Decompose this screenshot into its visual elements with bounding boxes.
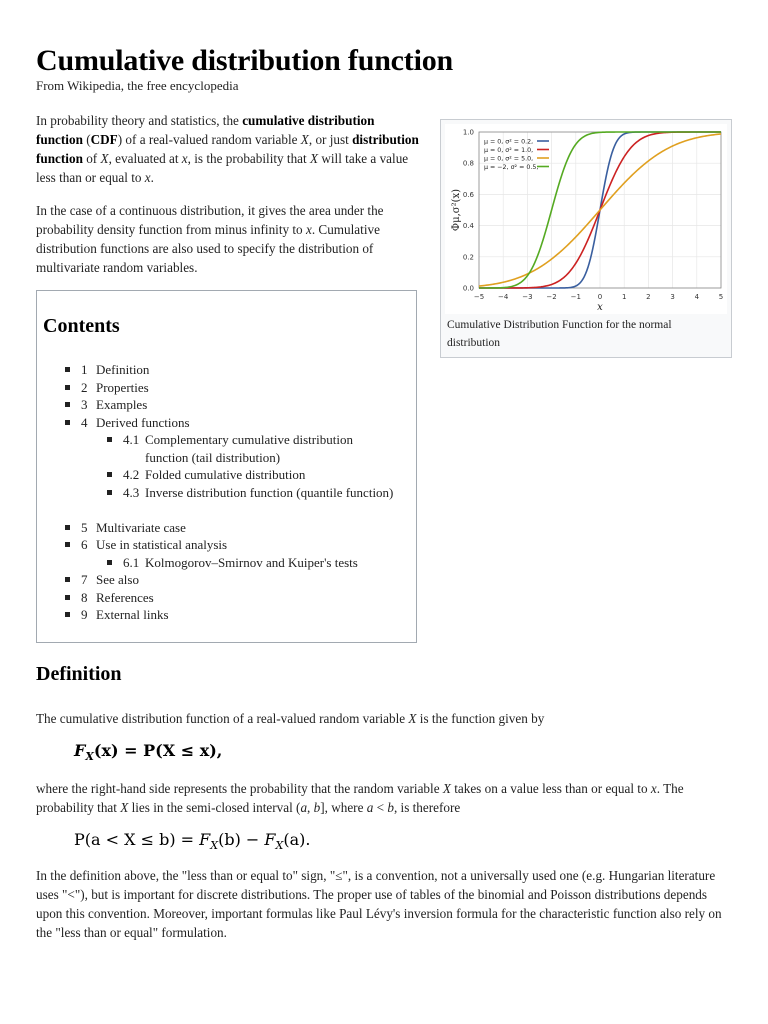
toc-item-3[interactable] xyxy=(37,396,418,414)
toc-list xyxy=(37,361,418,624)
toc-item-label[interactable]: Properties xyxy=(96,379,149,395)
toc-item-5[interactable] xyxy=(37,519,418,537)
x-tick-label: −4 xyxy=(498,293,509,301)
toc-item-9[interactable] xyxy=(37,606,418,624)
toc-item-4-3[interactable] xyxy=(37,484,418,519)
bullet-icon xyxy=(65,367,70,372)
cdf-figure xyxy=(440,119,732,358)
y-axis-label: Φμ,σ²(x) xyxy=(451,188,462,232)
toc-item-label[interactable]: Complementary cumulative distribution function (tail distribution) xyxy=(145,432,353,465)
bullet-icon xyxy=(65,612,70,617)
toc-item-number: 3 xyxy=(81,397,88,412)
page-subtitle: From Wikipedia, the free encyclopedia xyxy=(36,78,239,93)
toc-item-number: 6.1 xyxy=(123,554,140,570)
toc-item-label[interactable]: Kolmogorov–Smirnov and Kuiper's tests xyxy=(145,554,358,570)
toc-item-number: 1 xyxy=(81,362,88,377)
toc-item-1[interactable] xyxy=(37,361,418,379)
table-of-contents xyxy=(36,290,417,643)
formula-cdf-definition: $F_X(x) = P(X \le x)$, xyxy=(74,741,223,764)
x-tick-label: −1 xyxy=(570,293,581,301)
toc-item-4-2[interactable] xyxy=(37,466,418,484)
toc-item-6[interactable] xyxy=(37,536,418,554)
x-tick-label: 4 xyxy=(694,293,700,301)
bullet-icon xyxy=(65,542,70,547)
toc-item-number: 4.2 xyxy=(123,467,140,482)
toc-item-number: 6 xyxy=(81,537,88,552)
definition-paragraph-3: In the definition above, the "less than or equal to" sign, "≤", is a convention, not a universally used one (e.g. Hungarian literature uses "<"), but is important for discrete distributions. The proper use of tables of the binomial and Poisson distributions depends upon this convention. Moreover, important formulas like Paul Lévy's inversion formula for the characteristic function also rely on the "less than or equal" formulation. xyxy=(36,868,722,940)
toc-item-label[interactable]: Derived functions xyxy=(96,414,190,430)
y-tick-label: 0.2 xyxy=(462,253,474,262)
x-tick-label: 1 xyxy=(621,293,627,301)
toc-item-6-1[interactable] xyxy=(37,554,418,572)
bullet-icon xyxy=(107,560,112,565)
toc-item-label[interactable]: Use in statistical analysis xyxy=(96,537,228,552)
toc-item-number: 5 xyxy=(81,519,88,535)
y-tick-label: 0.6 xyxy=(462,190,474,199)
bullet-icon xyxy=(65,595,70,600)
y-tick-label: 0.0 xyxy=(462,284,474,293)
y-tick-label: 1.0 xyxy=(462,128,474,137)
definition-paragraph-2: where the right-hand side represents the probability that the random variable X takes on a value less than or equal to x. The probability that X lies in the semi-closed interval (a, b], where a < b, is therefore xyxy=(36,781,684,815)
toc-title: Contents xyxy=(43,315,120,337)
bullet-icon xyxy=(107,472,112,477)
toc-item-4[interactable] xyxy=(37,414,418,432)
toc-item-label[interactable]: Definition xyxy=(96,362,150,377)
legend-label: μ = −2, σ² = 0.5, xyxy=(484,164,539,171)
x-tick-label: 2 xyxy=(646,293,651,301)
x-tick-label: −3 xyxy=(522,293,533,301)
legend-label: μ = 0, σ² = 0.2, xyxy=(484,138,534,146)
cdf-chart xyxy=(445,124,727,314)
toc-item-7[interactable] xyxy=(37,571,418,589)
legend-label: μ = 0, σ² = 5.0, xyxy=(484,155,534,163)
intro-paragraph-2: In the case of a continuous distribution, it gives the area under the probability density function from minus infinity to x. Cumulative distribution functions are also used to specify the distribution of multivariate random variables. xyxy=(36,203,384,275)
y-tick-label: 0.8 xyxy=(462,159,474,168)
toc-item-number: 4.3 xyxy=(123,484,140,500)
toc-item-2[interactable] xyxy=(37,379,418,397)
figure-caption: Cumulative Distribution Function for the normal distribution xyxy=(447,319,672,349)
x-tick-label: 0 xyxy=(597,293,603,301)
bullet-icon xyxy=(65,420,70,425)
toc-item-number: 4.1 xyxy=(123,432,140,447)
bullet-icon xyxy=(65,577,70,582)
toc-item-number: 2 xyxy=(81,379,88,395)
x-axis-label: x xyxy=(597,302,603,313)
bullet-icon xyxy=(65,385,70,390)
toc-item-number: 8 xyxy=(81,589,88,605)
legend-label: μ = 0, σ² = 1.0, xyxy=(484,147,534,154)
y-tick-label: 0.4 xyxy=(462,222,474,231)
toc-item-number: 7 xyxy=(81,572,88,587)
toc-item-label[interactable]: Multivariate case xyxy=(96,519,186,535)
toc-item-label[interactable]: Examples xyxy=(96,397,148,412)
toc-item-label[interactable]: See also xyxy=(96,572,139,587)
toc-item-8[interactable] xyxy=(37,589,418,607)
x-tick-label: 3 xyxy=(670,293,675,301)
page-title: Cumulative distribution function xyxy=(36,44,453,77)
toc-item-number: 4 xyxy=(81,414,88,430)
toc-item-label[interactable]: External links xyxy=(96,607,169,622)
toc-item-label[interactable]: References xyxy=(96,589,154,605)
x-tick-label: 5 xyxy=(718,293,724,301)
toc-item-number: 9 xyxy=(81,607,88,622)
bullet-icon xyxy=(107,490,112,495)
intro-paragraph-1: In probability theory and statistics, the cumulative distribution function (CDF) of a real-valued random variable X, or just distribution function of X, evaluated at x, is the probability that X will take a value less than or equal to x. xyxy=(36,113,419,185)
toc-item-label[interactable]: Folded cumulative distribution xyxy=(145,467,306,482)
toc-item-4-1[interactable] xyxy=(37,431,418,466)
x-tick-label: −2 xyxy=(546,293,557,301)
bullet-icon xyxy=(107,437,112,442)
section-heading-definition: Definition xyxy=(36,663,122,685)
definition-paragraph-1: The cumulative distribution function of a real-valued random variable X is the function given by xyxy=(36,711,545,726)
bullet-icon xyxy=(65,402,70,407)
bullet-icon xyxy=(65,525,70,530)
formula-interval-probability: $P(a < X \le b) = F_X(b) - F_X(a)$. xyxy=(74,830,311,853)
toc-item-label[interactable]: Inverse distribution function (quantile function) xyxy=(145,484,394,500)
x-tick-label: −5 xyxy=(473,293,485,301)
